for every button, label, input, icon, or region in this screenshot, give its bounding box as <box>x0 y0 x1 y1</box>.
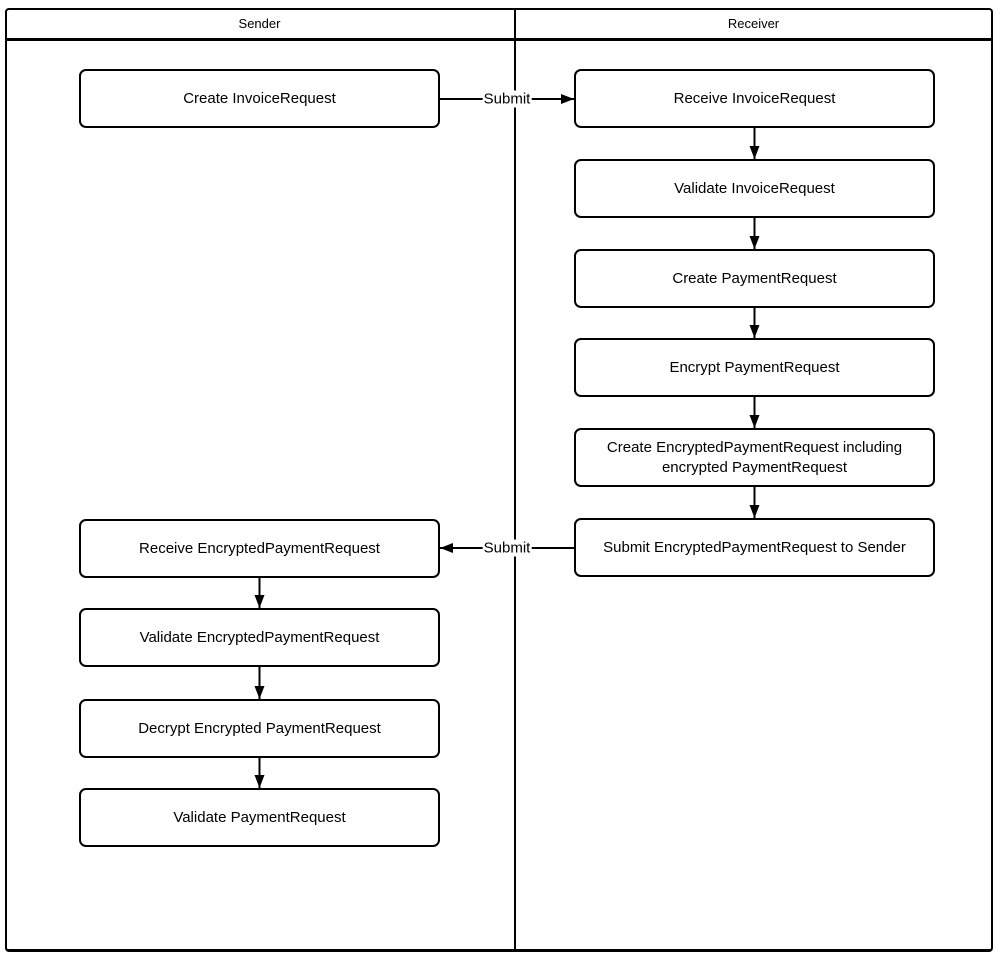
node-label: Decrypt Encrypted PaymentRequest <box>138 719 381 737</box>
node-label: Validate InvoiceRequest <box>674 179 835 197</box>
lane-title-sender: Sender <box>238 15 281 31</box>
node-label: Validate EncryptedPaymentRequest <box>139 628 380 646</box>
node-label: Create PaymentRequest <box>672 269 837 287</box>
node-label: Receive InvoiceRequest <box>673 89 836 107</box>
node-label: Validate PaymentRequest <box>173 808 346 826</box>
lane-title-receiver: Receiver <box>727 15 780 31</box>
node-label: Encrypt PaymentRequest <box>669 358 840 376</box>
node-label: Submit EncryptedPaymentRequest to Sender <box>603 538 906 556</box>
node-label: Receive EncryptedPaymentRequest <box>139 539 380 557</box>
edge-label: Submit <box>483 90 531 108</box>
node-label: Create EncryptedPaymentRequest including encrypted PaymentRequest <box>606 439 903 476</box>
node-label: Create InvoiceRequest <box>183 89 336 107</box>
edge-label: Submit <box>483 539 531 557</box>
